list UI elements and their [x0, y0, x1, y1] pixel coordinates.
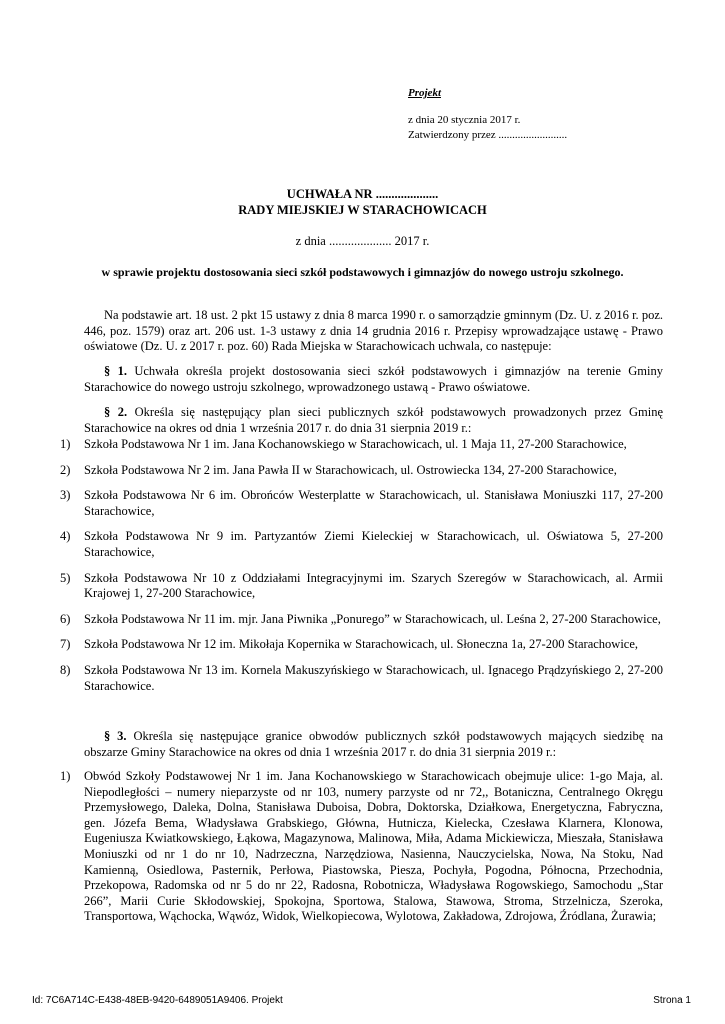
section-3-text: Określa się następujące granice obwodów publicznych szkół podstawowych mających siedzibę na obszarze Gminy Starachowice na okres od dnia 1 września 2017 r. do dnia 31 sierpnia 2019 r.:	[84, 729, 664, 759]
preamble	[84, 308, 663, 355]
preamble-text: Na podstawie art. 18 ust. 2 pkt 15 ustawy z dnia 8 marca 1990 r. o samorządzie gminnym (Dz. U. z 2016 r. poz. 446, poz. 1579) oraz art. 206 ust. 1-3 ustawy z dnia 14 grudnia 2016 r. Przepisy wprowadzające ustawę - Prawo oświatowe (Dz. U. z 2017 r. poz. 60) Rada Miejska w Starachowicach uchwala, co następuje:	[84, 308, 663, 354]
list-item-text: Szkoła Podstawowa Nr 6 im. Obrońców Westerplatte w Starachowicach, ul. Stanisława Moniuszki 117, 27-200 Starachowice,	[84, 488, 663, 518]
document-id: Id: 7C6A714C-E438-48EB-9420-6489051A9406. Projekt	[32, 995, 283, 1006]
list-item	[60, 463, 663, 479]
council-name: RADY MIEJSKIEJ W STARACHOWICACH	[238, 203, 487, 217]
section-3-label: § 3.	[104, 729, 127, 743]
list-item-text: Szkoła Podstawowa Nr 1 im. Jana Kochanowskiego w Starachowicach, ul. 1 Maja 11, 27-200 Starachowice,	[84, 437, 627, 451]
school-list	[60, 437, 663, 694]
list-item	[60, 571, 663, 602]
district-list	[60, 769, 663, 925]
list-item-text: Szkoła Podstawowa Nr 13 im. Kornela Makuszyńskiego w Starachowicach, ul. Ignacego Prądzyńskiego 2, 27-200 Starachowice.	[84, 662, 663, 693]
section-1	[84, 364, 663, 395]
section-2	[84, 405, 663, 436]
list-item	[60, 488, 663, 519]
projekt-label: Projekt	[408, 87, 441, 99]
list-item-number: 8)	[60, 662, 71, 677]
page-number: Strona 1	[653, 995, 691, 1006]
section-2-label: § 2.	[104, 405, 128, 419]
list-item-number: 4)	[60, 529, 71, 544]
list-item-text: Obwód Szkoły Podstawowej Nr 1 im. Jana Kochanowskiego w Starachowicach obejmuje ulice: 1-go Maja, al. Niepodległości – numery nieparzyste od nr 103, numery parzyste od nr 72,, Botaniczna, Centralnego Okręgu Przemysłowego, Daleka, Dolna, Stanisława Duboisa, Dobra, Doktorska, Działkowa, Energetyczna, Fabryczna, gen. Józefa Bema, Władysława Grabskiego, Główna, Hutnicza, Kielecka, Czesława Klarnera, Klonowa, Eugeniusza Kwiatkowskiego, Łąkowa, Magazynowa, Malinowa, Miła, Adama Mickiewicza, Mieszała, Stanisława Moniuszki od nr 1 do nr 10, Nadrzeczna, Narzędziowa, Nasienna, Nauczycielska, Nowa, Na Stoku, Nad Kamienną, Osiedlowa, Pasternik, Perłowa, Piastowska, Piesza, Pochyła, Pogodna, Północna, Przechodnia, Przekopowa, Radomska od nr 5 do nr 22, Radosna, Robotnicza, Władysława Rogowskiego, Samochodu „Star 266”, Marii Curie Skłodowskiej, Spokojna, Sportowa, Stalowa, Stawowa, Stroma, Strzelnicza, Szeroka, Transportowa, Wąchocka, Wąwóz, Widok, Wielkopiecowa, Wylotowa, Zakładowa, Zdrojowa, Źródlana, Żurawia;	[84, 769, 663, 924]
list-item	[60, 663, 663, 694]
list-item-number: 7)	[60, 637, 71, 652]
list-item-number: 6)	[60, 611, 71, 626]
section-1-label: § 1.	[104, 364, 127, 378]
list-item-number: 1)	[60, 769, 71, 783]
list-item-number: 1)	[60, 437, 71, 451]
list-item	[60, 612, 663, 628]
list-item-number: 3)	[60, 488, 71, 503]
resolution-number: UCHWAŁA NR ....................	[286, 187, 439, 201]
list-item-text: Szkoła Podstawowa Nr 12 im. Mikołaja Kopernika w Starachowicach, ul. Słoneczna 1a, 27-200 Starachowice,	[84, 637, 639, 652]
list-item	[60, 769, 663, 925]
section-2-text: Określa się następujący plan sieci publicznych szkół podstawowych prowadzonych przez Gminę Starachowice na okres od dnia 1 września 2017 r. do dnia 31 sierpnia 2019 r.:	[84, 405, 663, 435]
list-item	[60, 637, 663, 653]
list-item-text: Szkoła Podstawowa Nr 2 im. Jana Pawła II w Starachowicach, ul. Ostrowiecka 134, 27-200 Starachowice,	[84, 462, 617, 477]
section-1-text: Uchwała określa projekt dostosowania sieci szkół podstawowych i gimnazjów na terenie Gminy Starachowice do nowego ustroju szkolnego, wprowadzonego ustawą - Prawo oświatowe.	[84, 364, 664, 394]
list-item-text: Szkoła Podstawowa Nr 10 z Oddziałami Integracyjnymi im. Szarych Szeregów w Starachowicach, al. Armii Krajowej 1, 27-200 Starachowice,	[84, 570, 663, 601]
list-item-text: Szkoła Podstawowa Nr 11 im. mjr. Jana Piwnika „Ponurego” w Starachowicach, ul. Leśna 2, 27-200 Starachowice,	[84, 611, 661, 626]
list-item-text: Szkoła Podstawowa Nr 9 im. Partyzantów Ziemi Kieleckiej w Starachowicach, ul. Oświatowa 5, 27-200 Starachowice,	[84, 529, 663, 559]
draft-date: z dnia 20 stycznia 2017 r.	[408, 114, 521, 126]
list-item-number: 5)	[60, 570, 71, 585]
resolution-subject: w sprawie projektu dostosowania sieci szkół podstawowych i gimnazjów do nowego ustroju szkolnego.	[101, 265, 624, 279]
resolution-date: z dnia .................... 2017 r.	[295, 234, 430, 248]
list-item	[60, 437, 663, 453]
section-3	[84, 729, 663, 760]
list-item	[60, 529, 663, 560]
list-item-number: 2)	[60, 462, 71, 477]
approved-by: Zatwierdzony przez .........................	[408, 129, 568, 141]
